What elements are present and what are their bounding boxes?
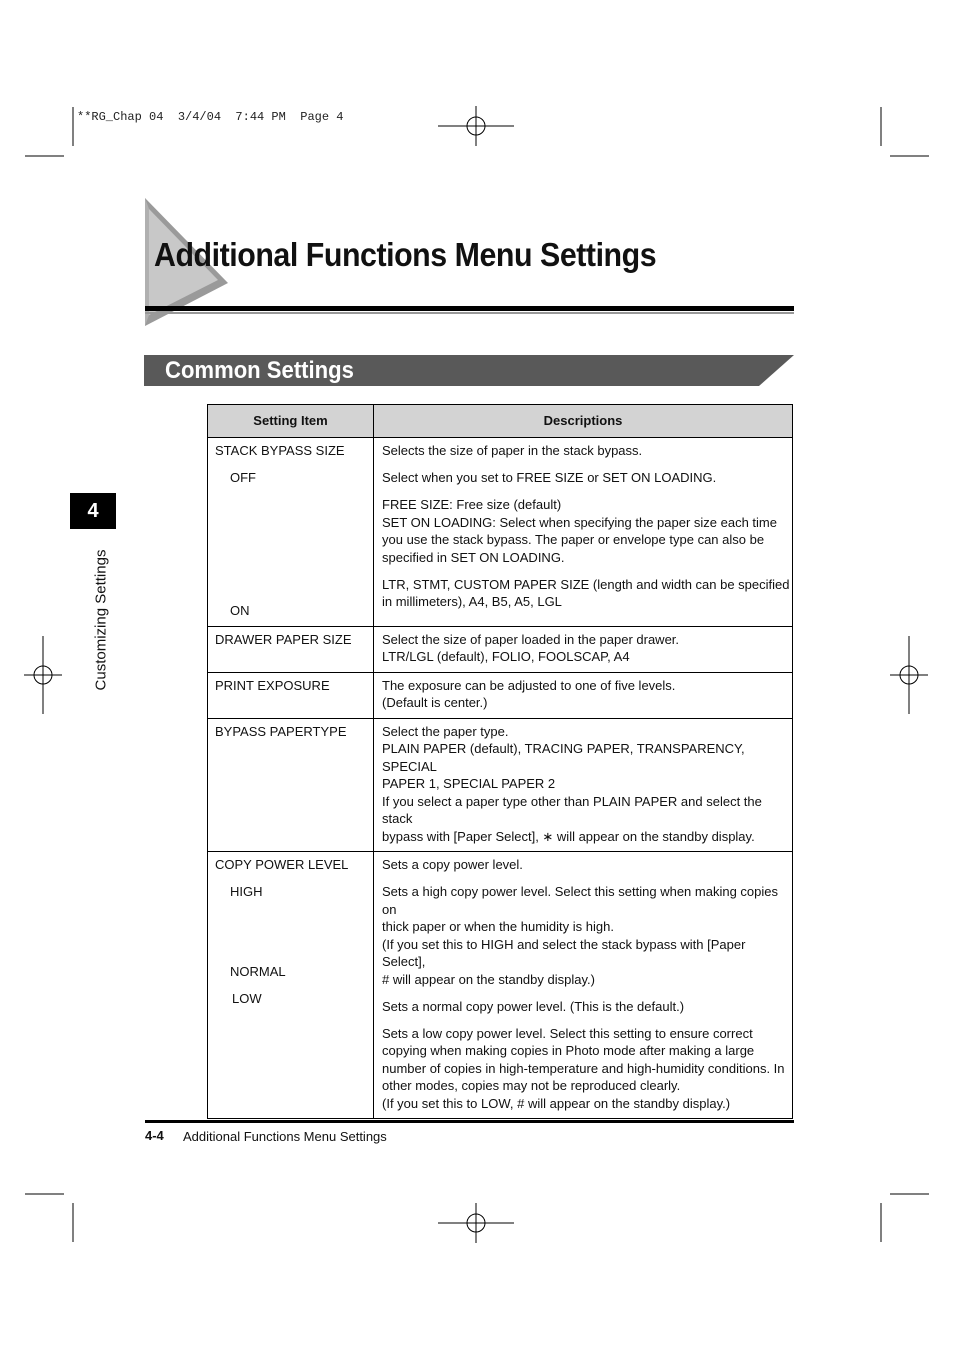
description-cell [374,438,793,627]
description-cell [374,672,793,718]
chapter-side-label: Customizing Settings [92,549,110,691]
setting-subitem: HIGH [230,884,263,899]
description-line: LTR, STMT, CUSTOM PAPER SIZE (length and width can be specified [382,576,790,592]
description-line: other modes, copies may not be reproduced clearly. [382,1078,681,1093]
description-line: # will appear on the standby display.) [382,971,595,987]
description-line: LTR/LGL (default), FOLIO, FOOLSCAP, A4 [382,649,630,664]
description-line: The exposure can be adjusted to one of five levels. [382,677,676,693]
table-row [208,718,793,852]
description-cell [374,718,793,852]
description-line: in millimeters), A4, B5, A5, LGL [382,594,562,609]
description-line: you use the stack bypass. The paper or envelope type can also be [382,532,765,547]
description-line: copying when making copies in Photo mode after making a large [382,1043,755,1058]
description-line: bypass with [Paper Select], ∗ will appear on the standby display. [382,828,755,844]
description-line: If you select a paper type other than PLAIN PAPER and select the stack [382,793,762,826]
setting-item: DRAWER PAPER SIZE [215,631,352,647]
setting-subitem: NORMAL [230,963,286,979]
description-line: PLAIN PAPER (default), TRACING PAPER, TRANSPARENCY, SPECIAL [382,741,745,774]
title-rule-shadow [145,312,794,314]
description-line: Select the paper type. [382,723,509,739]
footer-rule [145,1120,794,1123]
footer-title: Additional Functions Menu Settings [183,1129,387,1144]
setting-subitem: OFF [230,470,256,485]
description-line: Select the size of paper loaded in the paper drawer. [382,631,680,647]
table-row [208,672,793,718]
description-line: thick paper or when the humidity is high. [382,919,614,934]
description-line: FREE SIZE: Free size (default) [382,497,562,512]
description-line: Sets a low copy power level. Select this setting to ensure correct [382,1025,753,1041]
column-header-descriptions: Descriptions [374,405,793,438]
column-header-setting-item: Setting Item [208,405,374,438]
setting-item: BYPASS PAPERTYPE [215,723,347,739]
description-line: SET ON LOADING: Select when specifying the paper size each time [382,514,777,530]
description-line: Sets a high copy power level. Select this setting when making copies on [382,884,778,917]
description-line: Selects the size of paper in the stack bypass. [382,443,643,458]
description-line: Sets a normal copy power level. (This is the default.) [382,998,685,1014]
description-line: specified in SET ON LOADING. [382,549,565,565]
print-slug: **RG_Chap 04 3/4/04 7:44 PM Page 4 [77,110,344,124]
setting-item-cell [208,672,374,718]
table-header-row [208,405,793,438]
setting-item: STACK BYPASS SIZE [215,443,345,458]
settings-table [207,404,793,1119]
description-line: number of copies in high-temperature and high-humidity conditions. In [382,1060,785,1076]
description-line: Sets a copy power level. [382,857,523,872]
setting-item: COPY POWER LEVEL [215,857,349,872]
setting-item-cell [208,626,374,672]
description-cell [374,852,793,1119]
table-row [208,438,793,627]
setting-item: PRINT EXPOSURE [215,677,330,693]
section-title: Common Settings [165,357,354,384]
table-row [208,626,793,672]
page-number: 4-4 [145,1128,164,1143]
page-title: Additional Functions Menu Settings [154,236,657,273]
description-line: PAPER 1, SPECIAL PAPER 2 [382,776,556,791]
description-cell [374,626,793,672]
setting-item-cell [208,852,374,1119]
setting-item-cell [208,438,374,627]
title-rule [145,306,794,311]
description-line: (If you set this to LOW, # will appear on the standby display.) [382,1095,731,1111]
setting-subitem: ON [230,603,250,618]
description-line: (Default is center.) [382,695,488,710]
chapter-tab: 4 [70,493,116,529]
setting-subitem: LOW [232,990,262,1006]
description-line: Select when you set to FREE SIZE or SET ON LOADING. [382,470,717,485]
setting-item-cell [208,718,374,852]
description-line: (If you set this to HIGH and select the stack bypass with [Paper Select], [382,936,746,969]
table-row [208,852,793,1119]
